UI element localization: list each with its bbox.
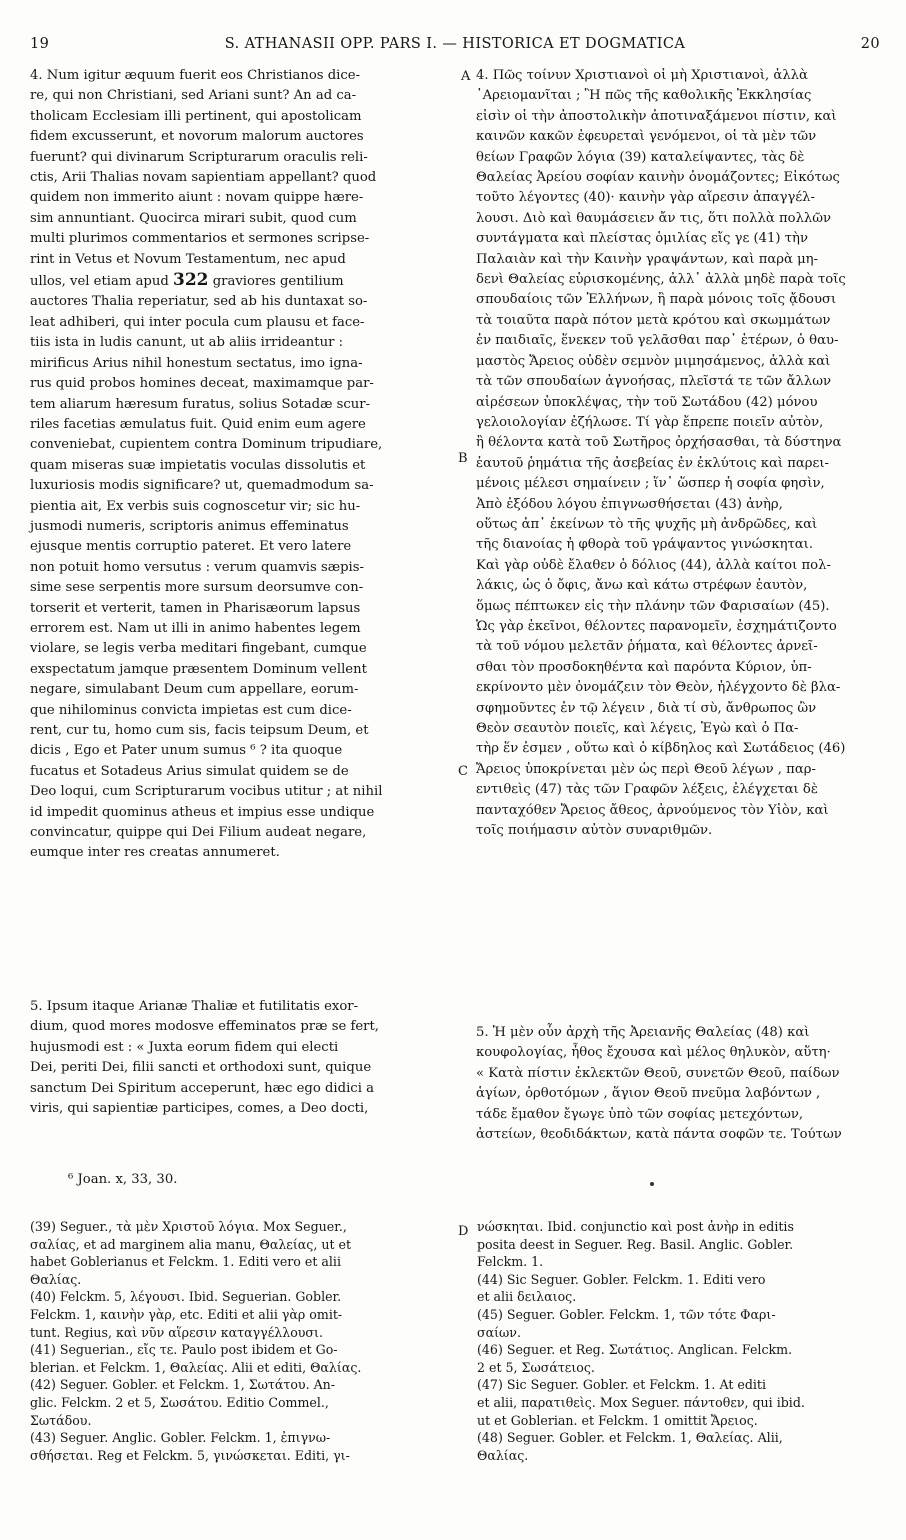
decorative-dot (650, 1182, 654, 1186)
latin-para4-text-cont: graviores gentilium auctores Thalia reperiatur, sed ab his duntaxat so- leat adhiberi, qui inter pocula cum plausu et face- tiis ista in ludis canunt, ut ab aliis irrideantur : mirificus Arius nihil honestum sectatus, imo igna- rus quid probos homines deceat, maximamque par- tem aliarum hæresum furatus, solius Sotadæ scur- riles facetias æmulatus fuit. Quid enim eum agere conveniebat, cupientem contra Dominum tripudiare, quam miseras suæ impietatis voculas dissolutis et luxuriosis modis significare? ut, quemadmodum sa- pientia ait, Ex verbis suis cognoscetur vir; sic hu- jusmodi numeris, scriptoris animus effeminatus ejusque mentis corruptio pateret. Et vero latere non potuit homo versutus : verum quamvis sæpis- sime sese serpentis more sursum deorsumve con- torserit et verterit, tamen in Pharisæorum lapsus errorem est. Nam ut illi in animo habentes legem violare, se legis verba meditari fingebant, cumque exspectatum jamque præsentem Dominum vellent negare, simulabant Deum cum appellare, eorum- que nihilominus convicta impietas est cum dice- rent, cur tu, homo cum sis, facis teipsum Deum, et dicis , Ego et Pater unum sumus ⁶ ? ita quoque fucatus et Sotadeus Arius simulat quidem se de Deo loqui, cum Scripturarum vocibus utitur ; at nihil id impedit quominus atheus et impius esse undique convincatur, quippe qui Dei Filium audeat negare, eumque inter res creatas annumeret. (30, 274, 383, 861)
margin-marker-c: C (458, 764, 468, 779)
greek-column-para5: 5. Ἡ μὲν οὖν ἀρχὴ τῆς Ἀρειανῆς Θαλείας (48) καὶ κουφολογίας, ἦθος ἔχουσα καὶ μέλος θηλυκὸν, αὕτη· « Κατὰ πίστιν ἐκλεκτῶν Θεοῦ, συνετῶν Θεοῦ, παίδων ἁγίων, ὀρθοτόμων , ἅγιον Θεοῦ πνεῦμα λαβόντων , τάδε ἔμαθον ἔγωγε ὑπὸ τῶν σοφίας μετεχόντων, ἀστείων, θεοδιδάκτων, κατὰ πάντα σοφῶν τε. Τούτων (476, 1025, 842, 1143)
latin-column-para5: 5. Ipsum itaque Arianæ Thaliæ et futilitatis exor- dium, quod mores modosve effeminatos præ se fert, hujusmodi est : « Juxta eorum fidem qui electi Dei, periti Dei, filii sancti et orthodoxi sunt, quique sanctum Dei Spiritum acceperunt, hæc ego didici a viris, qui sapientiæ participes, comes, a Deo docti, (30, 999, 379, 1117)
page-number-right: 20 (860, 36, 880, 52)
greek-column-para4: 4. Πῶς τοίνυν Χριστιανοὶ οἱ μὴ Χριστιανοὶ, ἀλλὰ ᾿Αρειομανῖται ; Ἢ πῶς τῆς καθολικῆς Ἐκκλησίας εἰσὶν οἱ τὴν ἀποστολικὴν ἀποτιναξάμενοι πίστιν, καὶ καινῶν κακῶν ἐφευρεταὶ γενόμενοι, οἱ τὰ μὲν τῶν θείων Γραφῶν λόγια (39) καταλείψαντες, τὰς δὲ Θαλείας Ἀρείου σοφίαν καινὴν ὀνομάζοντες; Εἰκότως τοῦτο λέγοντες (40)· καινὴν γὰρ αἵρεσιν ἀπαγγέλ- λουσι. Διὸ καὶ θαυμάσειεν ἄν τις, ὅτι πολλὰ πολλῶν συντάγματα καὶ πλείστας ὁμιλίας εἴς γε (41) τὴν Παλαιὰν καὶ τὴν Καινὴν γραψάντων, καὶ παρὰ μη- δενὶ Θαλείας εὑρισκομένης, ἀλλ᾽ ἀλλὰ μηδὲ παρὰ τοῖς σπουδαίοις τῶν Ἑλλήνων, ἢ παρὰ μόνοις τοῖς ᾄδουσι τὰ τοιαῦτα παρὰ πότον μετὰ κρότου καὶ σκωμμάτων ἐν παιδιαῖς, ἕνεκεν τοῦ γελᾶσθαι παρ᾽ ἑτέρων, ὁ θαυ- μαστὸς Ἄρειος οὐδὲν σεμνὸν μιμησάμενος, ἀλλὰ καὶ τὰ τῶν σπουδαίων ἀγνοήσας, πλεῖστά τε τῶν ἄλλων αἱρέσεων ὑποκλέψας, τὴν τοῦ Σωτάδου (42) μόνου γελοιολογίαν ἐζήλωσε. Τί γὰρ ἔπρεπε ποιεῖν αὐτὸν, ἢ θέλοντα κατὰ τοῦ Σωτῆρος ὀρχήσασθαι, τὰ δύστηνα ἑαυτοῦ ῥημάτια τῆς ἀσεβείας ἐν ἐκλύτοις καὶ παρει- μένοις μέλεσι σημαίνειν ; ἵν᾽ ὥσπερ ἡ σοφία φησὶν, Ἀπὸ ἐξόδου λόγου ἐπιγνωσθήσεται (43) ἀνὴρ, οὕτως ἀπ᾽ ἐκείνων τὸ τῆς ψυχῆς μὴ ἀνδρῶδες, καὶ τῆς διανοίας ἡ φθορὰ τοῦ γράψαντος γινώσκηται. Καὶ γὰρ οὐδὲ ἔλαθεν ὁ δόλιος (44), ἀλλὰ καίτοι πολ- λάκις, ὡς ὁ ὄφις, ἄνω καὶ κάτω στρέφων ἑαυτὸν, ὅμως πέπτωκεν εἰς τὴν πλάνην τῶν Φαρισαίων (45). Ὡς γὰρ ἐκεῖνοι, θέλοντες παρανομεῖν, ἐσχημάτιζοντο τὰ τοῦ νόμου μελετᾶν ῥήματα, καὶ θέλοντες ἀρνεῖ- σθαι τὸν προσδοκηθέντα καὶ παρόντα Κύριον, ὑπ- εκρίνοντο μὲν ὀνομάζειν τὸν Θεὸν, ἠλέγχοντο δὲ βλα- σφημοῦντες ἐν τῷ λέγειν , διὰ τί σὺ, ἄνθρωπος ὢν Θεὸν σεαυτὸν ποιεῖς, καὶ λέγεις, Ἐγὼ καὶ ὁ Πα- τὴρ ἕν ἐσμεν , οὕτω καὶ ὁ κίβδηλος καὶ Σωτάδειος (46) Ἄρειος ὑποκρίνεται μὲν ὡς περὶ Θεοῦ λέγων , παρ- εντιθεὶς (47) τὰς τῶν Γραφῶν λέξεις, ἐλέγχεται δὲ πανταχόθεν Ἄρειος ἄθεος, ἀρνούμενος τὸν Υἱὸν, καὶ τοῖς ποιήμασιν αὐτὸν συναριθμῶν. (476, 68, 846, 839)
running-title: S. ATHANASII OPP. PARS I. — HISTORICA ET DOGMATICA (224, 36, 686, 52)
running-header (30, 36, 880, 58)
latin-column-para4 (30, 66, 457, 864)
footnotes-right: νώσκηται. Ibid. conjunctio καὶ post ἀνὴρ in editis posita deest in Seguer. Reg. Basil. Anglic. Gobler. Felckm. 1. (44) Sic Seguer. Gobler. Felckm. 1. Editi vero et alii δειλαιος. (45) Seguer. Gobler. Felckm. 1, τῶν τότε Φαρι- σαίων. (46) Seguer. et Reg. Σωτάτιος. Anglican. Felckm. 2 et 5, Σωσάτειος. (47) Sic Seguer. Gobler. et Felckm. 1. At editi et alii, παρατιθεὶς. Mox Seguer. πάντοθεν, qui ibid. ut et Goblerian. et Felckm. 1 omittit Ἄρειος. (48) Seguer. Gobler. et Felckm. 1, Θαλείας. Alii, Θαλίας. (477, 1219, 805, 1463)
footnotes-left: (39) Seguer., τὰ μὲν Χριστοῦ λόγια. Mox Seguer., σαλίας, et ad marginem alia manu, Θαλείας, ut et habet Goblerianus et Felckm. 1. Editi vero et alii Θαλίας. (40) Felckm. 5, λέγουσι. Ibid. Seguerian. Gobler. Felckm. 1, καινὴν γὰρ, etc. Editi et alii γὰρ omit- tunt. Regius, καὶ νῦν αἵρεσιν καταγγέλλουσι. (41) Seguerian., εἴς τε. Paulo post ibidem et Go- blerian. et Felckm. 1, Θαλείας. Alii et editi, Θαλίας. (42) Seguer. Gobler. et Felckm. 1, Σωτάτου. An- glic. Felckm. 2 et 5, Σωσάτου. Editio Commel., Σωτάδου. (43) Seguer. Anglic. Gobler. Felckm. 1, ἐπιγνω- σθήσεται. Reg et Felckm. 5, γινώσκεται. Editi, γι- (30, 1219, 362, 1463)
margin-marker-d: D (458, 1224, 469, 1239)
margin-marker-a: A (461, 69, 471, 84)
page-number-left: 19 (30, 36, 50, 52)
scripture-reference: ⁶ Joan. x, 33, 30. (68, 1172, 178, 1187)
latin-para4-text: 4. Num igitur æquum fuerit eos Christianos dice- re, qui non Christiani, sed Ariani sunt? An ad ca- tholicam Ecclesiam illi pertinent, qui apostolicam fidem excusserunt, et novorum malorum auctores fuerunt? qui divinarum Scripturarum oraculis reli- ctis, Arii Thalias novam sapientiam appellant? quod quidem non immerito aiunt : novam quippe hære- sim annuntiant. Quocirca mirari subit, quod cum multi plurimos commentarios et sermones scripse- rint in Vetus et Novum Testamentum, nec apud ullos, vel etiam apud (30, 68, 377, 290)
edition-page-number: 322 (173, 270, 209, 291)
margin-marker-b: B (458, 451, 468, 466)
